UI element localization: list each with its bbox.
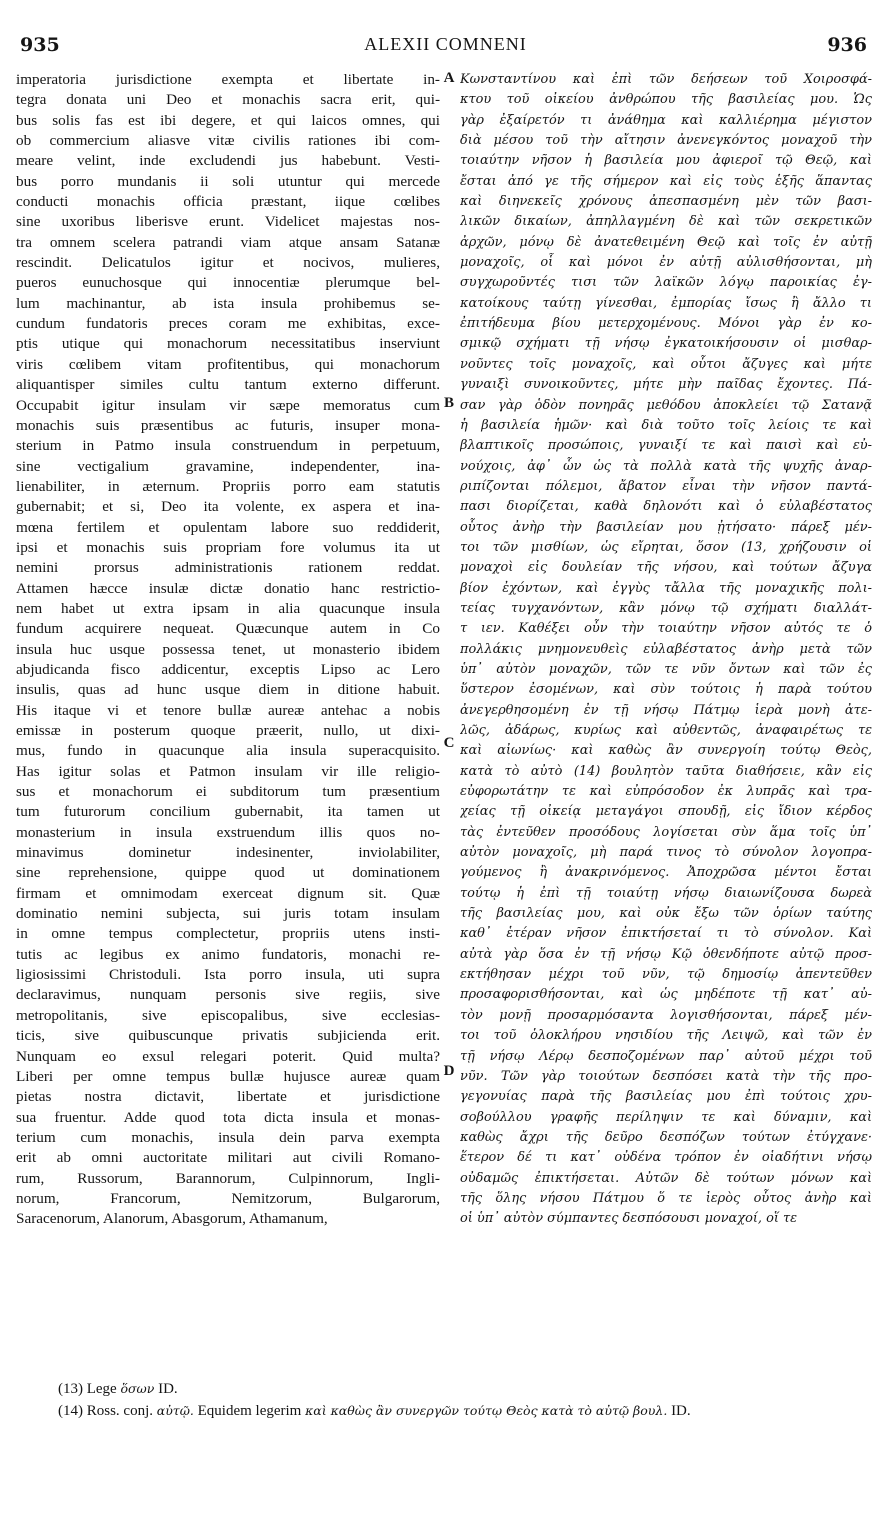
greek-text-line: πολλάκις μνημονευθεὶς εὐλαβέστατος ἀνὴρ μετὰ τῶν xyxy=(460,641,872,657)
running-header xyxy=(0,34,891,66)
footnote-13-greek: ὅσων xyxy=(120,1381,155,1396)
greek-text-line: ἀνεγερθησομένη ἐν τῇ νήσῳ Πάτμῳ ἱερὰ μονὴ ἀτε- xyxy=(460,702,872,718)
greek-text-line: ἔσται ἀπό γε τῆς σήμερον καὶ εἰς τοὺς ἑξῆς ἅπαντας xyxy=(460,173,872,189)
latin-text-line: rum, Russorum, Barannorum, Culpinnorum, Ingli- xyxy=(16,1169,440,1187)
latin-text-line: conducti monachis officia præstant, iique cœlibes xyxy=(16,193,440,211)
footnote-13-end: ID. xyxy=(158,1381,178,1397)
latin-text-line: nem habet ut extra ipsam in alia quacunque insula xyxy=(16,599,440,617)
latin-text-line: erit ab omni auctoritate militari aut civili Romano- xyxy=(16,1149,440,1167)
latin-text-line: mus, fundo in quacunque alia insula superacquisito. xyxy=(16,742,440,760)
latin-text-line: ipsi et monachis suis propriam fore volumus ita ut xyxy=(16,538,440,556)
latin-text-line: pietas nostra dictavit, libertate et jurisdictione xyxy=(16,1088,440,1106)
latin-text-line: nemini prorsus administrationis rationem reddat. xyxy=(16,559,440,577)
latin-text-line: emissæ in posterum quoque præerit, nullo, ut dixi- xyxy=(16,722,440,739)
latin-text-line: mœna fertilem et opulentam labore suo reddiderit, xyxy=(16,518,440,536)
latin-text-line: tutis ac legibus ex animo fundatoris, monachi re- xyxy=(16,945,440,963)
footnote-14-end: ID. xyxy=(671,1403,691,1419)
latin-text-line: sine reprehensione, quippe quod ut dominationem xyxy=(16,864,440,882)
latin-text-line: Nunquam eo exsul relegari poterit. Quid multa? xyxy=(16,1047,440,1065)
greek-text-line: τῆς βασιλείας μου, καὶ οὐκ ἔξω τῶν ὁρίων ταύτης xyxy=(460,906,872,922)
page-number-right: 936 xyxy=(827,34,867,56)
latin-text-line: lienabiliter, in æternum. Propriis porro eam statutis xyxy=(16,477,440,495)
latin-text-line: ticis, sive quibuscunque privatis subjicienda erit. xyxy=(16,1027,440,1045)
greek-text-line: χείας τῇ οἰκείᾳ μεταγάγοι σπουδῇ, εἰς ἴδιον κέρδος xyxy=(460,804,872,820)
latin-text-line: aliquantisper similes cultu tantum externo differunt. xyxy=(16,376,440,394)
latin-text-line: rescindit. Delicatulos igitur et nocivos, mulieres, xyxy=(16,254,440,272)
latin-text-line: firmam et omnimodam exerceat dignum sit. Quæ xyxy=(16,884,440,902)
greek-text-line: γεγονυίας παρὰ τῆς βασιλείας μου ἐπὶ τούτοις χρυ- xyxy=(460,1089,872,1105)
greek-text-line: καθ᾽ ἑτέραν νῆσον ἐπικτήσεταί τι τὸ σύνολον. Καὶ xyxy=(460,926,872,942)
greek-text-line: τῇ νήσῳ Λέρῳ δεσποζομένων παρ᾽ αὐτοῦ μέχρι τοῦ xyxy=(460,1048,872,1064)
section-marker-a: A xyxy=(443,70,455,86)
greek-text-line: λικῶν δικαίων, ἀπηλλαγμένη δὲ καὶ τῶν σεκρετικῶν xyxy=(460,214,872,230)
latin-text-line: metropolitanis, sive episcopalibus, sive ecclesias- xyxy=(16,1006,440,1024)
greek-text-line: καθὼς ἄχρι τῆς δεῦρο δεσπόζων τούτων ἐτύγχανε· xyxy=(460,1129,872,1145)
greek-text-line: γὰρ ἐξαίρετόν τι ἀνάθημα καὶ καλλιέρημα μέγιστον xyxy=(460,112,872,128)
greek-text-line: κατὰ τὸ αὐτὸ (14) βουλητὸν ταῦτα διαθήσειε, κἂν εἰς xyxy=(460,763,872,779)
greek-text-line: αὐτὰ γὰρ ὅσα ἐν τῇ νήσῳ Κῷ ὁθενδήποτε αὐτῷ προσ- xyxy=(460,946,872,962)
greek-text-line: τ ιεν. Καθέξει οὖν τὴν τοιαύτην νῆσον αὐτός τε ὁ xyxy=(460,621,872,637)
greek-text-line: ἕτερον δέ τι κατ᾽ οὐδένα τρόπον ἐν οἱαδήτινι νήσῳ xyxy=(460,1150,872,1166)
latin-text-line: Occupabit igitur insulam vir sæpe memoratus cum xyxy=(16,396,440,414)
footnote-14 xyxy=(58,1400,868,1422)
greek-text-line: ριπίζονται πόλεμοι, ἄβατον εἶναι τὴν νῆσον παντά- xyxy=(460,478,872,494)
greek-text-line: λῶς, ἀδάρως, κυρίως καὶ αὐθεντῶς, ἀναφαιρέτως τε xyxy=(460,723,872,738)
greek-text-line: τὸν μονῇ προσαρμόσαντα λογισθήσονται, πάρεξ μέν- xyxy=(460,1007,872,1023)
greek-text-line: ἐπιτήδευμα βίου μετερχομένους. Μόνοι γὰρ ἐν κο- xyxy=(460,316,872,332)
greek-text-line: καὶ διηνεκεῖς χρόνους ἀπεσπασμένη μὲν τῶν βασι- xyxy=(460,194,872,210)
latin-text-line: imperatoria jurisdictione exempta et libertate in- xyxy=(16,71,440,88)
section-marker-b: B xyxy=(443,395,454,411)
greek-text-line: ἡ βασιλεία ἡμῶν· καὶ διὰ τοῦτο τοῖς λείοις τε καὶ xyxy=(460,417,872,433)
latin-text-line: sus et monachorum ei subditorum tum præsentium xyxy=(16,783,440,801)
latin-text-line: monachis suis præsentibus ac futuris, insuper mona- xyxy=(16,416,440,434)
greek-text-line: νούχοις, ἀφ᾽ ὧν ὡς τὰ πολλὰ κατὰ τῆς ψυχῆς ἀναρ- xyxy=(460,458,872,474)
greek-text-line: εὐφορωτάτην τε καὶ εὐπρόσοδον ἐκ λυπρᾶς καὶ τρα- xyxy=(460,784,872,800)
footnote-13 xyxy=(58,1378,868,1400)
latin-text-line: sine vectigalium gravamine, independenter, ina- xyxy=(16,457,440,475)
greek-text-line: νῦν. Τῶν γὰρ τοιούτων δεσπόσει κατὰ τὴν τῆς προ- xyxy=(460,1068,872,1084)
latin-text-line: insulis, quas ad hunc usque diem in ditione habuit. xyxy=(16,681,440,699)
greek-text-line: τοι τοῦ ὁλοκλήρου νησιδίου τῆς Λειψῶ, καὶ τῶν ἐν xyxy=(460,1028,872,1044)
latin-text-line: terium cum monachis, insula dein parva exempta xyxy=(16,1128,440,1146)
latin-text-line: cundum fundatoris preces coram me exhibitas, exce- xyxy=(16,315,440,333)
latin-text-line: meare velint, inde excludendi jus habebunt. Vesti- xyxy=(16,152,440,170)
latin-text-line: His itaque vi et tenore bullæ aureæ antehac a nobis xyxy=(16,701,440,719)
latin-text-line: minavimus dominetur indesinenter, inviolabiliter, xyxy=(16,844,440,862)
greek-text-line: τοι τῶν μισθίων, ὡς εἴρηται, ὅσον (13, χρήζουσιν οἱ xyxy=(460,539,872,555)
latin-text-line: in omne tempus complectetur, propriis utens insti- xyxy=(16,925,440,943)
greek-text-line: οὐδαμῶς ἐπικτήσεται. Αὐτῶν δὲ τούτων μόνων καὶ xyxy=(460,1170,872,1186)
section-marker-c: C xyxy=(443,735,455,751)
greek-column xyxy=(460,70,872,1230)
latin-text-line: ptis utique qui monachorum necessitatibus inserviunt xyxy=(16,335,440,353)
greek-text-line: καὶ αἰωνίως· καὶ καθὼς ἂν συνεργοίη τούτῳ Θεὸς, xyxy=(460,743,872,759)
latin-text-line: pueros eunuchosque qui innocentiæ plerumque bel- xyxy=(16,274,440,292)
greek-text-line: οἱ ὑπ᾽ αὐτὸν σύμπαντες δεσπόσουσι μοναχοί, οἵ τε xyxy=(460,1211,798,1227)
footnote-14-greek-a: αὐτῷ. xyxy=(156,1403,194,1418)
greek-text-line: ὕστερον ἐσομένων, καὶ σὺν τούτοις ἡ παρὰ τούτου xyxy=(460,682,872,698)
greek-text-line: βλαπτικοῖς προσώποις, γυναιξί τε καὶ παισὶ καὶ εὐ- xyxy=(460,438,872,454)
latin-text-line: norum, Francorum, Nemitzorum, Bulgarorum, xyxy=(16,1189,440,1207)
greek-text-line: συγχωροῦντές τισι τῶν λαϊκῶν λόγῳ παροικίας ἐγ- xyxy=(460,275,872,291)
greek-text-line: νοῦντες τοῖς μοναχοῖς, καὶ οὗτοι ἄζυγες καὶ μήτε xyxy=(460,356,872,372)
latin-text-line: sua fruentur. Adde quod tota dicta insula et monas- xyxy=(16,1108,440,1126)
footnote-13-label: (13) Lege xyxy=(58,1381,117,1397)
greek-text-line: τῆς ὅλης νήσου Πάτμου ὅ τε ἱερὸς οὗτος ἀνὴρ καὶ xyxy=(460,1190,872,1206)
greek-text-line: κτου τοῦ οἰκείου ἀνθρώπου τῆς βασιλείας μου. Ὡς xyxy=(460,92,872,108)
latin-text-line: insula huc usque possessa tenet, ut monasterio ibidem xyxy=(16,640,440,658)
greek-text-line: τὰς ἐντεῦθεν προσόδους λογίσεται σὺν ἅμα τοῖς ὑπ᾽ xyxy=(460,824,872,840)
greek-text-line: ὑπ᾽ αὐτὸν μοναχῶν, τῶν τε νῦν ὄντων καὶ τῶν ἐς xyxy=(460,661,872,677)
latin-text-line: tum futurorum concilium gubernabit, ita tamen ut xyxy=(16,803,440,821)
greek-text-line: γούμενος ἢ ἀνακρινόμενος. Ἀποχρῶσα μέντοι ἔσται xyxy=(460,865,872,881)
latin-text-line: tegra donata uni Deo et monachis sacra erit, qui- xyxy=(16,91,440,109)
latin-text-line: Liberi per omne tempus bullæ hujusce aureæ quam xyxy=(16,1067,440,1085)
greek-text-line: μοναχοὶ εἰς δουλείαν τῆς νήσου, καὶ τούτων ἄζυγα xyxy=(460,560,872,576)
latin-text-line: tra omnem scelera patrandi viam atque ansam Satanæ xyxy=(16,233,440,251)
latin-text-line: gubernabit; et si, Deo ita volente, ex aspera et ina- xyxy=(16,498,440,516)
latin-text-line: ob commercium aliasve vitæ civilis rationes ibi com- xyxy=(16,132,440,150)
greek-text-line: μοναχοῖς, οἷ καὶ μόνοι ἐν αὐτῇ αὐλισθήσονται, μὴ xyxy=(460,255,872,271)
latin-text-line: bus solis fas est ibi degere, et qui laicos omnes, qui xyxy=(16,111,440,129)
latin-column xyxy=(16,70,440,1230)
greek-text-line: γυναιξὶ συνοικοῦντες, μήτε μὴν παῖδας ἔχοντες. Πά- xyxy=(460,377,872,393)
latin-text-line: sine uxoribus liberisve erunt. Videlicet majestas nos- xyxy=(16,213,440,231)
greek-text-line: πασι διορίζεται, καθὰ δηλονότι καὶ ὁ εὐλαβέστατος xyxy=(460,499,872,515)
latin-text-line: lum machinantur, ab ista insula prohibemus se- xyxy=(16,294,440,312)
footnotes xyxy=(58,1378,868,1422)
greek-text-line: εκτήθησαν μέχρι τοῦ νῦν, τῷ δημοσίῳ ἀπεντεῦθεν xyxy=(460,967,872,983)
section-marker-d: D xyxy=(443,1063,455,1079)
greek-text-line: αὐτὸν μοναχοῖς, μὴ παρά τινος τὸ σύνολον λογοπρα- xyxy=(460,845,872,861)
latin-text-line: viris cœlibem vitam profitentibus, qui monachorum xyxy=(16,355,440,373)
latin-text-line: monasterium in insula exstruendum illis quos no- xyxy=(16,823,440,841)
greek-text-line: σοβούλλου γραφῆς περίληψιν τε καὶ δύναμιν, καὶ xyxy=(460,1109,872,1125)
greek-text-line: βίον ἐχόντων, καὶ ἐγγὺς τἄλλα τῆς μοναχικῆς πολι- xyxy=(460,580,872,596)
greek-text-line: σμικῷ σχήματι τῇ νήσῳ ἐγκατοικήσουσιν οἱ μισθαρ- xyxy=(460,336,872,352)
latin-text-line: fundum acquirere nequeat. Quæcunque autem in Co xyxy=(16,620,440,638)
greek-text-line: ἀρχῶν, μόνῳ δὲ ἀνατεθειμένη Θεῷ καὶ τοῖς ἐν αὐτῇ xyxy=(460,234,872,250)
greek-text-line: Κωνσταντίνου καὶ ἐπὶ τῶν δεήσεων τοῦ Χοιροσφά- xyxy=(460,72,872,87)
greek-text-line: κατοίκους ταύτῃ γίνεσθαι, ἐμπορίας ἴσως ἢ ἄλλο τι xyxy=(460,295,872,311)
latin-text-line: Saracenorum, Alanorum, Abasgorum, Athamanum, xyxy=(16,1210,328,1228)
greek-text-line: τοιαύτην νῆσον ἡ βασιλεία μου ἀφιεροῖ τῷ Θεῷ, καὶ xyxy=(460,153,872,169)
greek-text-line: προσαφορισθήσονται, καὶ ὡς μηδέποτε τῇ κατ᾽ αὐ- xyxy=(460,987,872,1003)
greek-text-line: οὗτος ἀνὴρ τὴν βασιλείαν μου ᾐτήσατο· πάρεξ μέν- xyxy=(460,519,872,535)
latin-text-line: ligiosissimi Christoduli. Ista porro insula, uti supra xyxy=(16,966,440,984)
running-title: ALEXII COMNENI xyxy=(364,34,527,54)
latin-text-line: declaravimus, nunquam personis sive regiis, sive xyxy=(16,986,440,1004)
greek-text-line: σαν γὰρ ὁδὸν πονηρᾶς μεθόδου ἀποκλείει τῷ Σατανᾷ xyxy=(460,397,872,413)
latin-text-line: bus porro mundanis ii soli utuntur qui mercede xyxy=(16,172,440,190)
footnote-14-label: (14) Ross. conj. xyxy=(58,1403,153,1419)
latin-text-line: abjudicanda fisco addicentur, exceptis Lipso ac Lero xyxy=(16,660,440,678)
latin-text-line: sterium in Patmo insula construendum in perpetuum, xyxy=(16,437,440,455)
footnote-14-greek-b: καὶ καθὼς ἂν συνεργῶν τούτῳ Θεὸς κατὰ τὸ αὐτῷ βουλ. xyxy=(305,1403,668,1418)
latin-text-line: Has igitur solas et Patmon insulam vir ille religio- xyxy=(16,762,440,780)
footnote-14-text: Equidem legerim xyxy=(197,1403,302,1419)
greek-text-line: διὰ μέσου τοῦ τὴν αἴτησιν ἀνενεγκόντος μοναχοῦ τὴν xyxy=(460,133,872,149)
latin-text-line: Attamen hæcce insulæ dictæ donatio hanc restrictio- xyxy=(16,579,440,597)
greek-text-line: τείας τυγχανόντων, κἂν μόνῳ τῷ σχήματι διαλλάτ- xyxy=(460,600,872,616)
greek-text-line: τούτῳ ἡ ἐπὶ τῇ τοιαύτῃ νήσῳ διαιωνίζουσα δωρεὰ xyxy=(460,885,872,901)
page-number-left: 935 xyxy=(20,34,60,56)
latin-text-line: dominatio nemini subjecta, sui juris totam insulam xyxy=(16,905,440,923)
